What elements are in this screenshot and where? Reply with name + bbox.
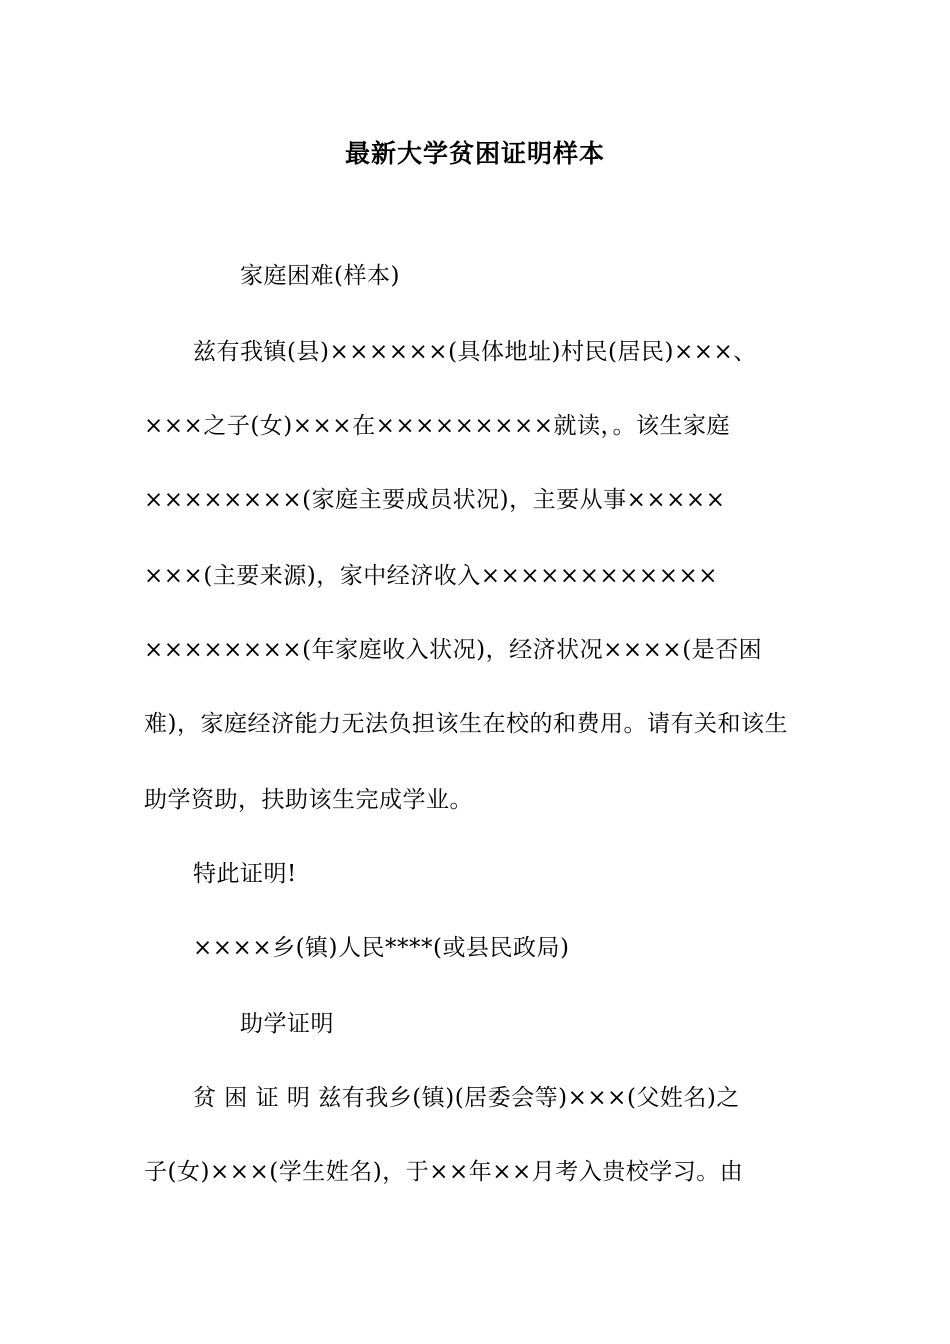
paragraph-line: ××××××××(年家庭收入状况)，经济状况××××(是否困 [144, 637, 763, 663]
paragraph-line: ×××(主要来源)，家中经济收入×××××××××××× [144, 563, 719, 589]
paragraph-line: 贫 困 证 明 兹有我乡(镇)(居委会等)×××(父姓名)之 [193, 1085, 740, 1111]
paragraph-line: ×××之子(女)×××在×××××××××就读，。该生家庭 [144, 413, 731, 439]
issuer-line: ××××乡(镇)人民****(或县民政局) [193, 935, 570, 961]
paragraph-line: 子(女)×××(学生姓名)，于××年××月考入贵校学习。由 [144, 1159, 744, 1185]
paragraph-line: 兹有我镇(县)××××××(具体地址)村民(居民)×××、 [193, 339, 757, 365]
paragraph-line: 难)，家庭经济能力无法负担该生在校的和费用。请有关和该生 [144, 711, 788, 737]
paragraph-line: 助学资助，扶助该生完成学业。 [144, 787, 473, 813]
certification-statement: 特此证明! [193, 861, 297, 887]
section-heading-family-hardship: 家庭困难(样本) [240, 263, 400, 289]
document-title: 最新大学贫困证明样本 [344, 139, 605, 168]
section-heading-aid-certificate: 助学证明 [240, 1011, 334, 1037]
paragraph-line: ××××××××(家庭主要成员状况)，主要从事××××× [144, 487, 726, 513]
